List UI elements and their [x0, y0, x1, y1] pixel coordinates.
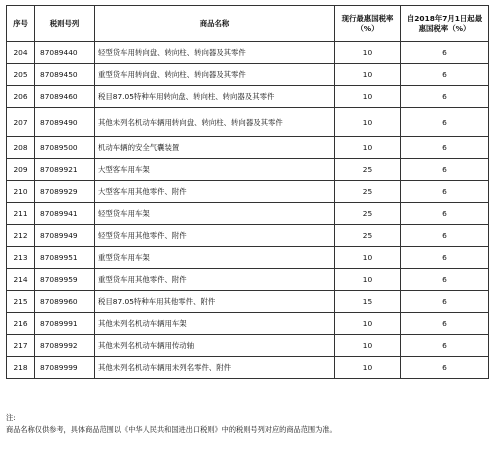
table-row	[7, 335, 489, 357]
cell-new-rate: 6	[401, 269, 489, 291]
cell-seq: 209	[7, 159, 35, 181]
cell-seq: 207	[7, 108, 35, 137]
cell-seq: 212	[7, 225, 35, 247]
table-row	[7, 159, 489, 181]
cell-name: 其他未列名机动车辆用车架	[95, 313, 335, 335]
cell-new-rate: 6	[401, 108, 489, 137]
header-code: 税则号列	[35, 6, 95, 42]
header-current-rate: 现行最惠国税率（%）	[335, 6, 401, 42]
cell-seq: 218	[7, 357, 35, 379]
cell-seq: 205	[7, 64, 35, 86]
cell-name: 重型货车用其他零件、附件	[95, 269, 335, 291]
cell-new-rate: 6	[401, 181, 489, 203]
cell-code: 87089921	[35, 159, 95, 181]
table-row	[7, 291, 489, 313]
cell-code: 87089450	[35, 64, 95, 86]
cell-seq: 206	[7, 86, 35, 108]
cell-current-rate: 10	[335, 64, 401, 86]
cell-new-rate: 6	[401, 335, 489, 357]
cell-seq: 214	[7, 269, 35, 291]
cell-seq: 217	[7, 335, 35, 357]
cell-code: 87089951	[35, 247, 95, 269]
cell-code: 87089490	[35, 108, 95, 137]
cell-new-rate: 6	[401, 247, 489, 269]
cell-code: 87089949	[35, 225, 95, 247]
cell-current-rate: 15	[335, 291, 401, 313]
cell-new-rate: 6	[401, 225, 489, 247]
cell-new-rate: 6	[401, 203, 489, 225]
cell-name: 税目87.05特种车用转向盘、转向柱、转向器及其零件	[95, 86, 335, 108]
table-row	[7, 225, 489, 247]
header-new-rate: 自2018年7月1日起最惠国税率（%）	[401, 6, 489, 42]
cell-new-rate: 6	[401, 357, 489, 379]
header-seq: 序号	[7, 6, 35, 42]
cell-current-rate: 25	[335, 159, 401, 181]
cell-code: 87089929	[35, 181, 95, 203]
table-row	[7, 269, 489, 291]
cell-code: 87089999	[35, 357, 95, 379]
cell-name: 大型客车用车架	[95, 159, 335, 181]
cell-current-rate: 25	[335, 181, 401, 203]
cell-new-rate: 6	[401, 159, 489, 181]
table-row	[7, 203, 489, 225]
cell-seq: 213	[7, 247, 35, 269]
cell-code: 87089460	[35, 86, 95, 108]
cell-code: 87089941	[35, 203, 95, 225]
cell-name: 其他未列名机动车辆用未列名零件、附件	[95, 357, 335, 379]
table-row	[7, 357, 489, 379]
cell-seq: 211	[7, 203, 35, 225]
cell-new-rate: 6	[401, 64, 489, 86]
cell-new-rate: 6	[401, 137, 489, 159]
cell-code: 87089959	[35, 269, 95, 291]
cell-name: 其他未列名机动车辆用传动轴	[95, 335, 335, 357]
header-row	[7, 6, 489, 42]
cell-name: 税目87.05特种车用其他零件、附件	[95, 291, 335, 313]
notes	[6, 412, 490, 436]
cell-seq: 208	[7, 137, 35, 159]
cell-name: 轻型货车用其他零件、附件	[95, 225, 335, 247]
cell-code: 87089440	[35, 42, 95, 64]
tariff-table	[6, 5, 489, 379]
cell-name: 轻型货车用转向盘、转向柱、转向器及其零件	[95, 42, 335, 64]
table-row	[7, 42, 489, 64]
cell-name: 重型货车用转向盘、转向柱、转向器及其零件	[95, 64, 335, 86]
cell-current-rate: 25	[335, 225, 401, 247]
cell-code: 87089960	[35, 291, 95, 313]
table-row	[7, 64, 489, 86]
table-row	[7, 86, 489, 108]
cell-seq: 215	[7, 291, 35, 313]
cell-current-rate: 10	[335, 247, 401, 269]
cell-name: 大型客车用其他零件、附件	[95, 181, 335, 203]
cell-current-rate: 25	[335, 203, 401, 225]
cell-name: 其他未列名机动车辆用转向盘、转向柱、转向器及其零件	[95, 108, 335, 137]
cell-current-rate: 10	[335, 108, 401, 137]
cell-new-rate: 6	[401, 42, 489, 64]
cell-current-rate: 10	[335, 42, 401, 64]
cell-current-rate: 10	[335, 269, 401, 291]
cell-code: 87089992	[35, 335, 95, 357]
header-name: 商品名称	[95, 6, 335, 42]
cell-current-rate: 10	[335, 357, 401, 379]
cell-new-rate: 6	[401, 86, 489, 108]
cell-seq: 216	[7, 313, 35, 335]
table-body	[7, 42, 489, 379]
cell-code: 87089500	[35, 137, 95, 159]
cell-code: 87089991	[35, 313, 95, 335]
cell-current-rate: 10	[335, 137, 401, 159]
cell-current-rate: 10	[335, 86, 401, 108]
notes-text: 商品名称仅供参考，具体商品范围以《中华人民共和国进出口税则》中的税则号列对应的商品范围为准。	[6, 425, 337, 434]
cell-new-rate: 6	[401, 313, 489, 335]
cell-name: 轻型货车用车架	[95, 203, 335, 225]
cell-seq: 210	[7, 181, 35, 203]
table-row	[7, 181, 489, 203]
cell-new-rate: 6	[401, 291, 489, 313]
table-row	[7, 313, 489, 335]
cell-name: 重型货车用车架	[95, 247, 335, 269]
table-row	[7, 108, 489, 137]
notes-title: 注:	[6, 413, 16, 422]
cell-current-rate: 10	[335, 313, 401, 335]
table-row	[7, 247, 489, 269]
table-row	[7, 137, 489, 159]
cell-seq: 204	[7, 42, 35, 64]
cell-current-rate: 10	[335, 335, 401, 357]
cell-name: 机动车辆的安全气囊装置	[95, 137, 335, 159]
